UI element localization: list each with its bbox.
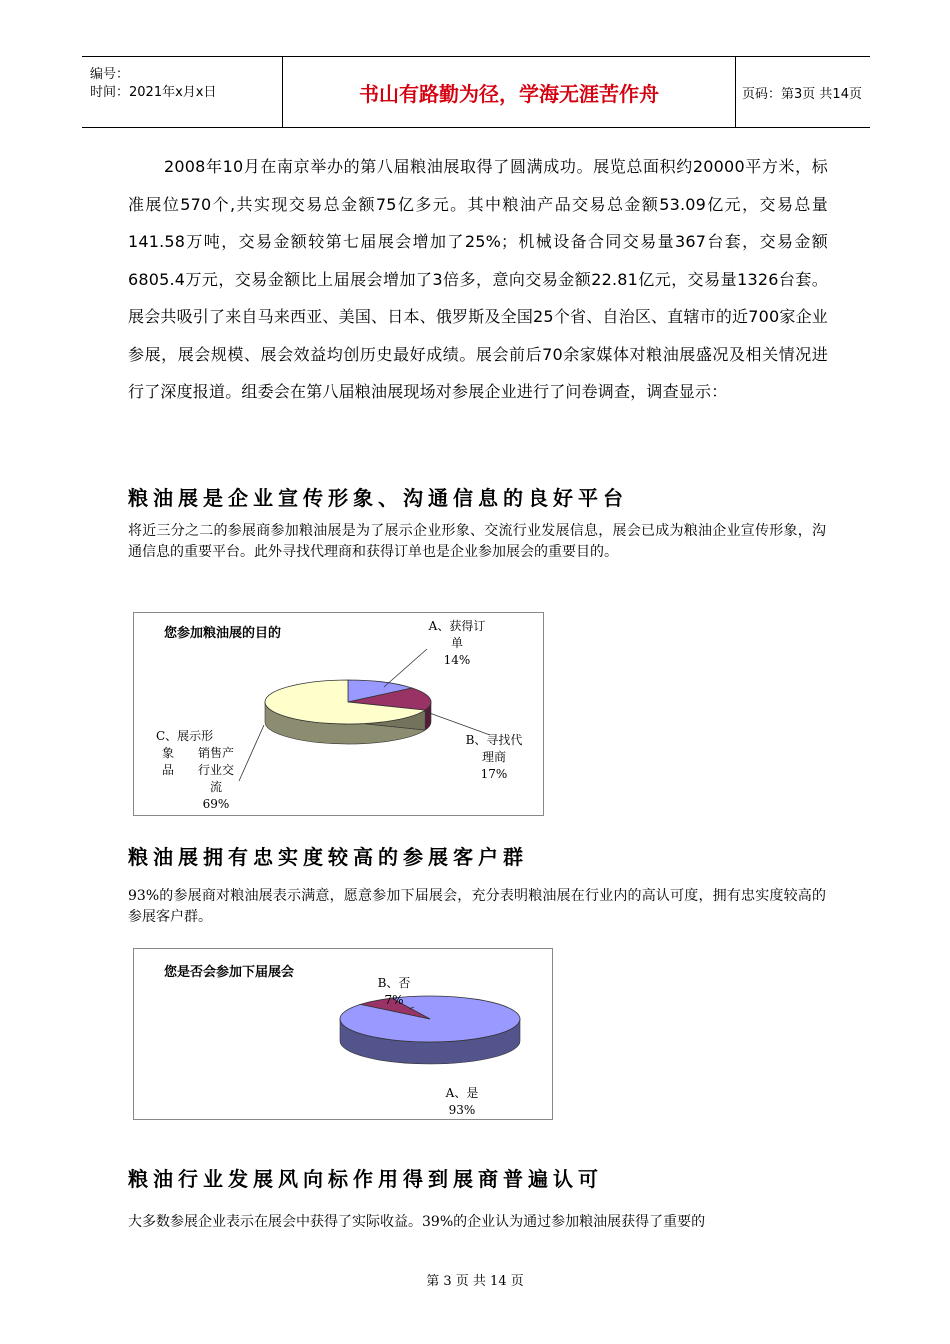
chart-title: 您参加粮油展的目的 — [164, 626, 282, 641]
data-label-a — [420, 618, 494, 669]
data-label-no-line1: B、否 — [377, 976, 411, 990]
data-label-b-line1: B、寻找代 — [465, 733, 523, 747]
header-number: 编号： — [90, 67, 130, 82]
data-label-no-pct: 7% — [384, 993, 404, 1007]
chart-title: 您是否会参加下届展会 — [164, 965, 295, 980]
data-label-yes-line1: A、是 — [445, 1086, 479, 1100]
header-info-cell — [82, 57, 282, 127]
page-footer: 第 3 页 共 14 页 — [426, 1274, 524, 1289]
pie-chart-return — [133, 948, 553, 1120]
data-label-b — [454, 732, 534, 783]
data-label-b-pct: 17% — [480, 767, 508, 781]
section-heading-3: 粮油行业发展风向标作用得到展商普遍认可 — [128, 1167, 603, 1191]
data-label-no — [364, 975, 424, 1009]
section-body-2: 93%的参展商对粮油展表示满意，愿意参加下届展会，充分表明粮油展在行业内的高认可度，拥有忠实度较高的参展客户群。 — [128, 888, 826, 925]
intro-paragraph: 2008年10月在南京举办的第八届粮油展取得了圆满成功。展览总面积约20000平方米，标准展位570个,共实现交易总金额75亿多元。其中粮油产品交易总金额53.09亿元，交易总量141.58万吨，交易金额较第七届展会增加了25%；机械设备合同交易量367台套，交易金额6805.4万元，交易金额比上届展会增加了3倍多，意向交易金额22.81亿元，交易量1326台套。展会共吸引了来自马来西亚、美国、日本、俄罗斯及全国25个省、自治区、直辖市的近700家企业参展，展会规模、展会效益均创历史最好成绩。展会前后70余家媒体对粮油展盛况及相关情况进行了深度报道。组委会在第八届粮油展现场对参展企业进行了问卷调查，调查显示： — [128, 157, 828, 401]
data-label-c-left1: C、展示形 — [156, 729, 214, 743]
data-label-yes-pct: 93% — [448, 1103, 476, 1117]
section-body-1: 将近三分之二的参展商参加粮油展是为了展示企业形象、交流行业发展信息，展会已成为粮油企业宣传形象，沟通信息的重要平台。此外寻找代理商和获得订单也是企业参加展会的重要目的。 — [128, 523, 826, 560]
header-motto: 书山有路勤为径，学海无涯苦作舟 — [282, 57, 736, 127]
data-label-c-left3: 品 — [162, 763, 175, 777]
data-label-a-pct: 14% — [443, 653, 471, 667]
page-header — [82, 56, 870, 128]
data-label-a-line2: 单 — [450, 636, 463, 650]
data-label-c-mid2: 行业交 — [197, 763, 234, 777]
data-label-b-line2: 理商 — [481, 750, 506, 764]
data-label-c-pct: 69% — [202, 797, 230, 811]
section-heading-2: 粮油展拥有忠实度较高的参展客户群 — [128, 845, 528, 869]
data-label-yes — [432, 1085, 492, 1119]
data-label-c-mid — [186, 745, 246, 813]
section-heading-1: 粮油展是企业宣传形象、沟通信息的良好平台 — [128, 486, 628, 510]
data-label-c-mid1: 销售产 — [197, 746, 234, 760]
pie-chart-purpose — [133, 612, 544, 816]
data-label-c-mid3: 流 — [209, 780, 222, 794]
data-label-c-left2: 象 — [162, 746, 175, 760]
section-body-3: 大多数参展企业表示在展会中获得了实际收益。39%的企业认为通过参加粮油展获得了重要的 — [128, 1214, 706, 1230]
header-page-label: 页码：第3页 共14页 — [742, 86, 862, 102]
header-time: 时间：2021年x月x日 — [90, 85, 217, 100]
data-label-a-line1: A、获得订 — [428, 619, 486, 633]
